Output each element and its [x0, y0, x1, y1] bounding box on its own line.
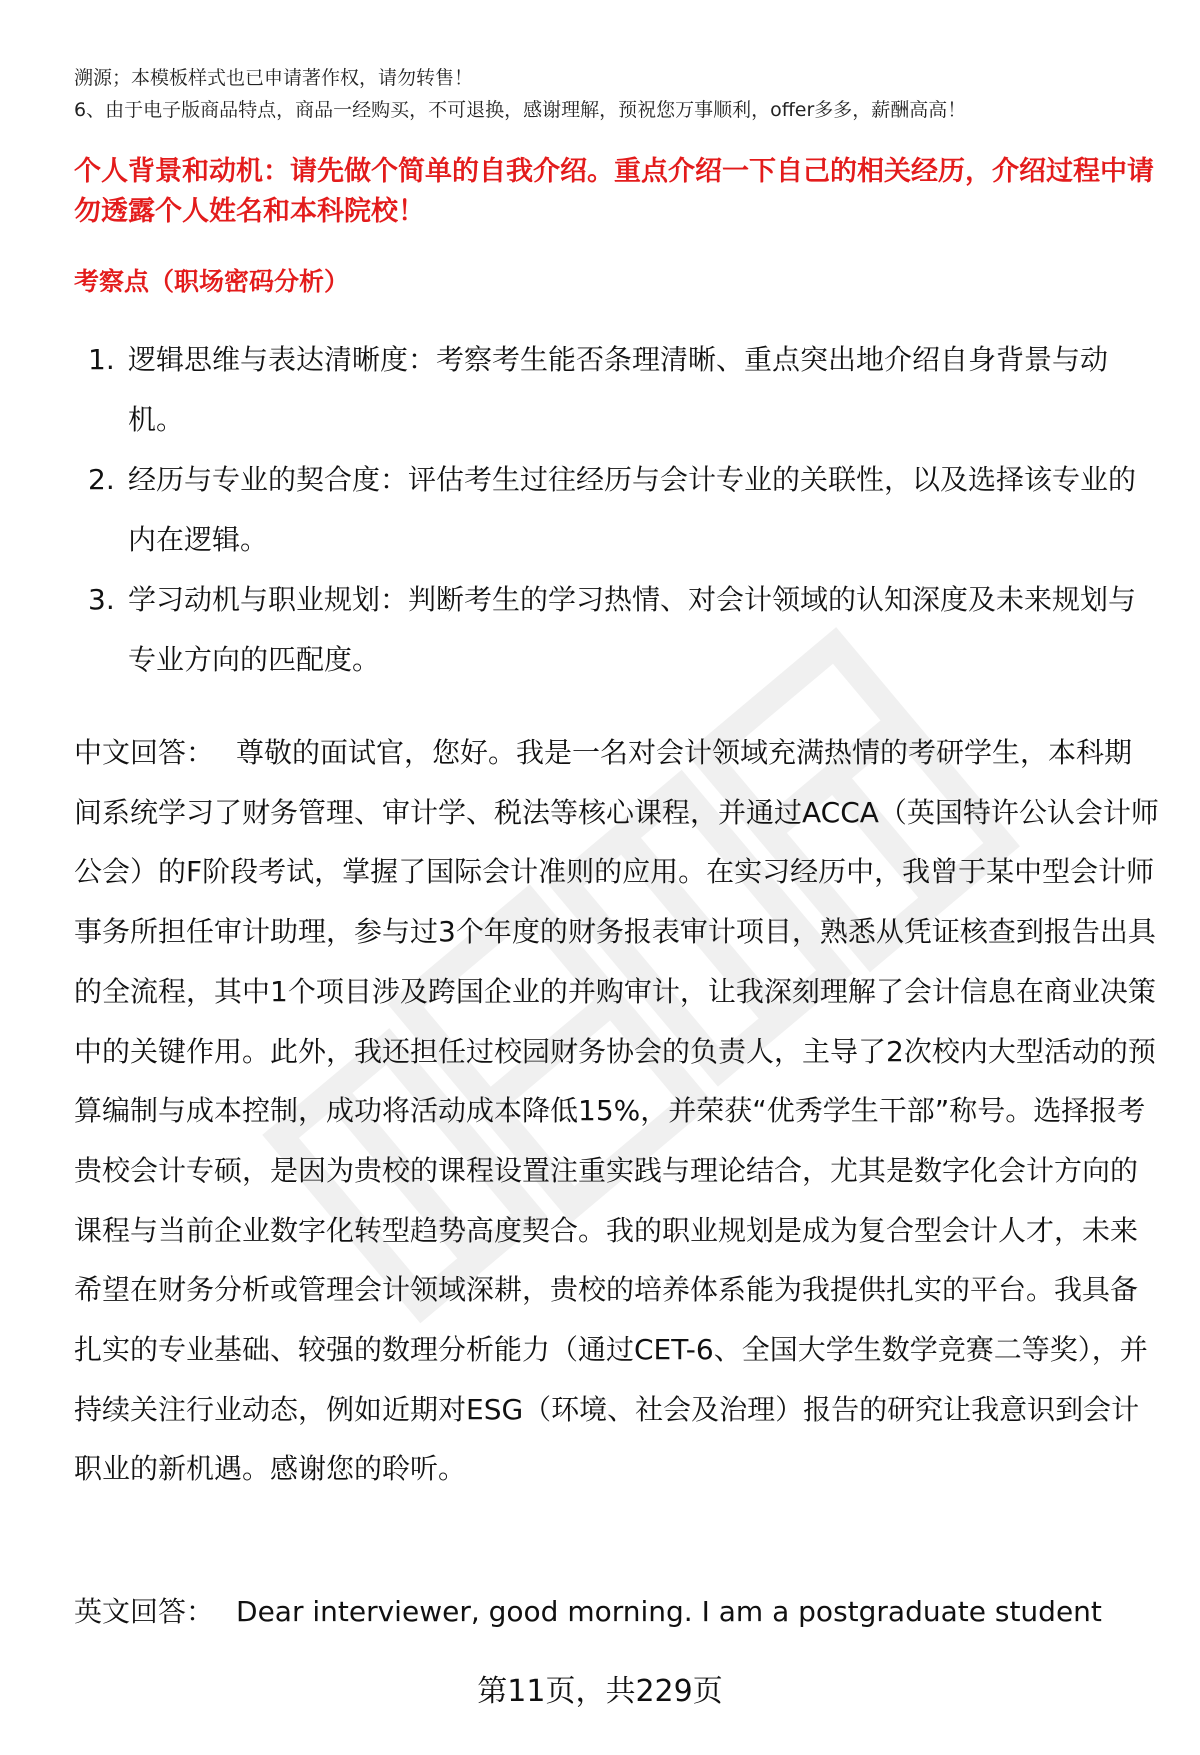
point-number: 1.: [88, 343, 115, 376]
chinese-answer: [74, 723, 1160, 1499]
analysis-point: [74, 330, 1154, 450]
point-number: 2.: [88, 463, 115, 496]
analysis-point: [74, 570, 1154, 690]
point-text: 经历与专业的契合度：评估考生过往经历与会计专业的关联性，以及选择该专业的内在逻辑。: [128, 463, 1137, 556]
english-answer: [74, 1582, 1160, 1642]
question-heading: 个人背景和动机：请先做个简单的自我介绍。重点介绍一下自己的相关经历，介绍过程中请勿透露个人姓名和本科院校！: [74, 156, 1154, 227]
notice-line-1: 溯源；本模板样式也已申请著作权，请勿转售！: [74, 67, 474, 89]
point-text: 逻辑思维与表达清晰度：考察考生能否条理清晰、重点突出地介绍自身背景与动机。: [128, 343, 1109, 436]
analysis-points-list: [74, 330, 1154, 690]
chinese-answer-label: 中文回答：: [74, 736, 215, 769]
english-answer-text: Dear interviewer, good morning. I am a postgraduate student: [236, 1595, 1102, 1628]
point-text: 学习动机与职业规划：判断考生的学习热情、对会计领域的认知深度及未来规划与专业方向的匹配度。: [128, 583, 1137, 676]
chinese-answer-text: 尊敬的面试官，您好。我是一名对会计领域充满热情的考研学生，本科期间系统学习了财务管理、审计学、税法等核心课程，并通过ACCA（英国特许公认会计师公会）的F阶段考试，掌握了国际会计准则的应用。在实习经历中，我曾于某中型会计师事务所担任审计助理，参与过3个年度的财务报表审计项目，熟悉从凭证核查到报告出具的全流程，其中1个项目涉及跨国企业的并购审计，让我深刻理解了会计信息在商业决策中的关键作用。此外，我还担任过校园财务协会的负责人，主导了2次校内大型活动的预算编制与成本控制，成功将活动成本降低15%，并荣获“优秀学生干部”称号。选择报考贵校会计专硕，是因为贵校的课程设置注重实践与理论结合，尤其是数字化会计方向的课程与当前企业数字化转型趋势高度契合。我的职业规划是成为复合型会计人才，未来希望在财务分析或管理会计领域深耕，贵校的培养体系能为我提供扎实的平台。我具备扎实的专业基础、较强的数理分析能力（通过CET-6、全国大学生数学竞赛二等奖），并持续关注行业动态，例如近期对ESG（环境、社会及治理）报告的研究让我意识到会计职业的新机遇。感谢您的聆听。: [74, 736, 1159, 1486]
page-footer: 第11页，共229页: [477, 1674, 723, 1709]
point-number: 3.: [88, 583, 115, 616]
analysis-title: 考察点（职场密码分析）: [74, 267, 350, 296]
english-answer-label: 英文回答：: [74, 1595, 215, 1628]
notice-line-2: 6、由于电子版商品特点，商品一经购买，不可退换，感谢理解，预祝您万事顺利，offer多多，薪酬高高！: [74, 99, 967, 121]
analysis-point: [74, 450, 1154, 570]
